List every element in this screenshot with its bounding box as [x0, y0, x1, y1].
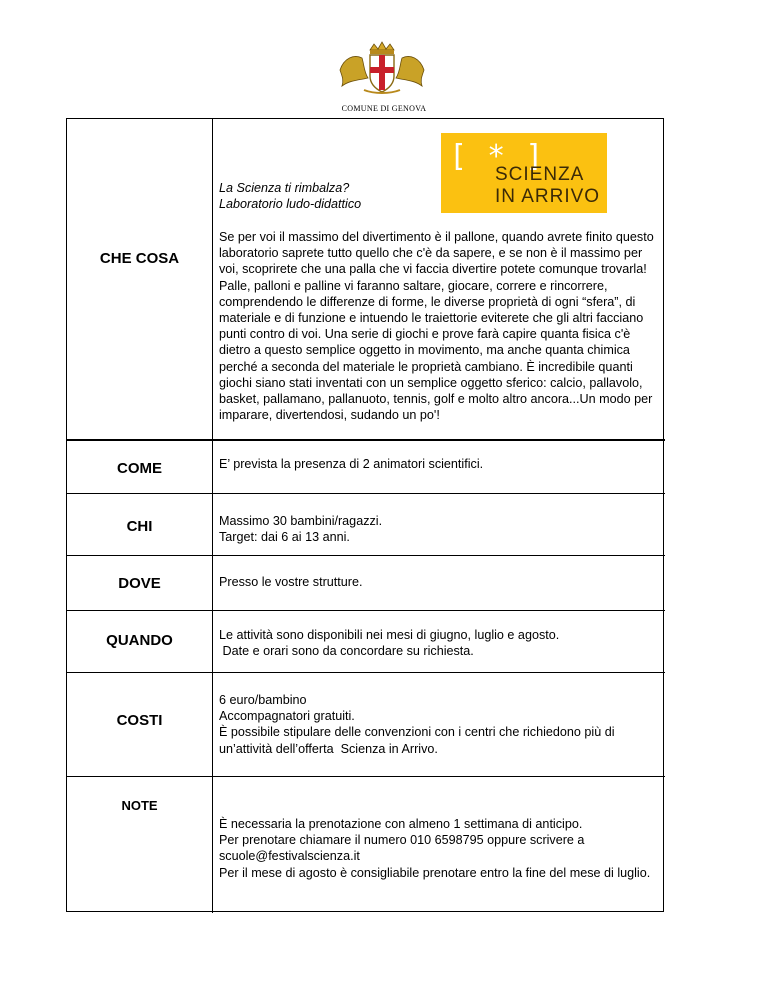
note-line: Per prenotare chiamare il numero 010 6598795 oppure scrivere a	[219, 833, 585, 848]
note-line: scuole@festivalscienza.it	[219, 849, 360, 864]
logo-line-1: SCIENZA	[495, 164, 585, 185]
description-line: Se per voi il massimo del divertimento è il pallone, quando avrete finito questo	[219, 230, 654, 244]
description-line: voi, scoprirete che una palla che vi faccia divertire potete comunque trovarla!	[219, 262, 647, 277]
logo-line-2: IN ARRIVO	[495, 186, 601, 207]
costi-content	[219, 692, 659, 757]
description-line: giochi siano stati inventati con un semplice oggetto sferico: calcio, pallavolo,	[219, 375, 643, 390]
row-label-chi: CHI	[126, 518, 153, 535]
description-line: basket, pallamano, pallanuoto, tennis, golf e molto altro ancora...Un modo per	[219, 392, 653, 407]
costi-line: Accompagnatori gratuiti.	[219, 709, 355, 724]
info-table	[66, 118, 664, 912]
logo-brackets: [ * ]	[449, 139, 545, 174]
row-divider	[67, 776, 665, 777]
chi-line: Target: dai 6 ai 13 anni.	[219, 530, 350, 545]
row-divider	[67, 493, 665, 494]
column-divider	[212, 119, 213, 913]
row-label-note: NOTE	[121, 798, 158, 813]
row-label-come: COME	[117, 460, 162, 477]
row-divider	[67, 555, 665, 556]
chi-content	[219, 513, 659, 545]
che-cosa-description	[219, 229, 659, 423]
description-line: dietro a questo semplice oggetto in movimento, ma anche quanta chimica	[219, 343, 630, 358]
description-line: perché a seconda del materiale le proprietà cambiano. È incredibile quanti	[219, 359, 633, 374]
che-cosa-content	[219, 180, 659, 212]
costi-line: È possibile stipulare delle convenzioni con i centri che richiedono più di	[219, 725, 615, 740]
quando-line: Le attività sono disponibili nei mesi di giugno, luglio e agosto.	[219, 628, 560, 642]
come-line: E’ prevista la presenza di 2 animatori scientifici.	[219, 457, 484, 471]
row-label-quando: QUANDO	[106, 632, 173, 649]
costi-line: un’attività dell’offerta Scienza in Arrivo.	[219, 741, 438, 756]
come-content	[219, 456, 659, 472]
row-label-dove: DOVE	[118, 575, 161, 592]
costi-line: 6 euro/bambino	[219, 693, 307, 707]
note-content	[219, 816, 659, 881]
note-line: Per il mese di agosto è consigliabile prenotare entro la fine del mese di luglio.	[219, 865, 651, 880]
description-line: laboratorio saprete tutto quello che c'è da sapere, e se non è il massimo per	[219, 246, 643, 261]
description-line: comprendendo le differenze di forme, le diverse proprietà di ogni “sfera”, di	[219, 294, 636, 309]
dove-line: Presso le vostre strutture.	[219, 575, 363, 589]
row-divider	[67, 610, 665, 611]
row-divider	[67, 672, 665, 673]
chi-line: Massimo 30 bambini/ragazzi.	[219, 514, 383, 528]
note-line: È necessaria la prenotazione con almeno 1 settimana di anticipo.	[219, 817, 583, 831]
row-divider	[67, 440, 665, 441]
description-line: punti contro di voi. Una serie di giochi e prove farà capire quanta fisica c'è	[219, 327, 631, 342]
description-line: imparare, divertendosi, sudando un po'!	[219, 408, 440, 423]
comune-label: COMUNE DI GENOVA	[341, 104, 427, 113]
description-line: Palle, palloni e palline vi faranno saltare, giocare, correre e rincorrere,	[219, 278, 608, 293]
description-line: materiale e di funzione e intuendo le traiettorie eviterete che gli altri facciano	[219, 311, 644, 326]
activity-subtitle: Laboratorio ludo-didattico	[219, 197, 362, 212]
quando-line: Date e orari sono da concordare su richiesta.	[219, 644, 474, 659]
row-label-costi: COSTI	[116, 712, 163, 729]
quando-content	[219, 627, 659, 659]
genoa-coat-of-arms-icon	[334, 40, 430, 96]
dove-content	[219, 574, 659, 590]
activity-title: La Scienza ti rimbalza?	[219, 181, 350, 195]
row-label-che-cosa: CHE COSA	[99, 250, 180, 267]
